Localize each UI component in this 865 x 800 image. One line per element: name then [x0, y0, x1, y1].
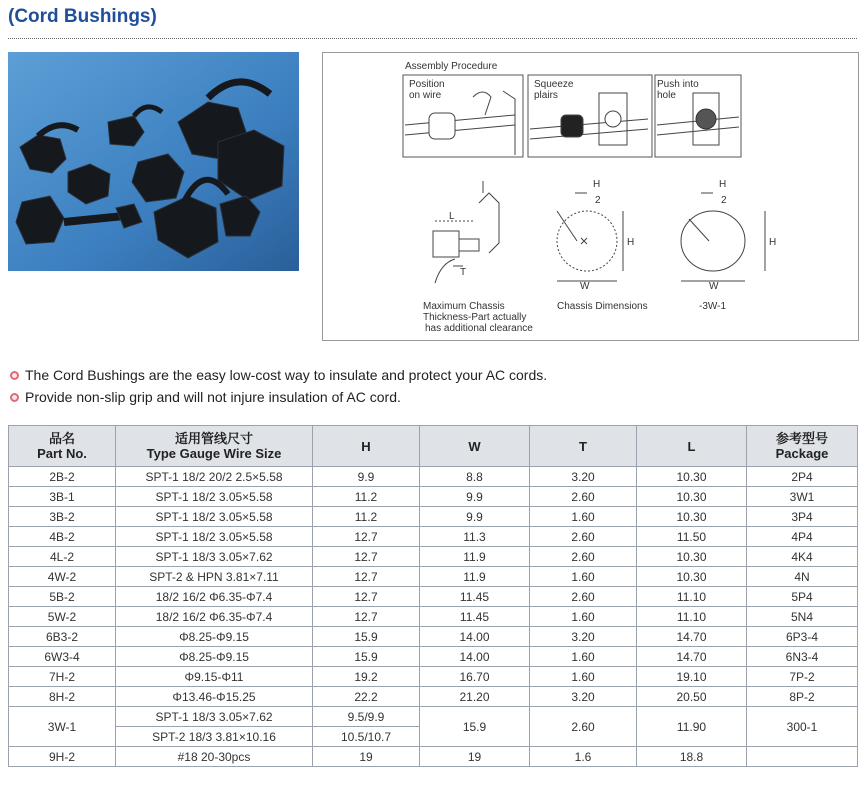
- cell-package: 6P3-4: [747, 627, 858, 647]
- cell-t: 2.60: [530, 707, 637, 747]
- cell-package: 5N4: [747, 607, 858, 627]
- oval-label-h-den: 2: [721, 195, 727, 206]
- cell-h: 19: [313, 747, 420, 767]
- cell-part-no: 3B-1: [9, 487, 116, 507]
- table-row: [9, 667, 858, 687]
- step-3-label: Push into: [657, 79, 699, 90]
- cell-w: 16.70: [420, 667, 530, 687]
- oval-3w1-view: [681, 193, 765, 281]
- cell-wire-size: SPT-1 18/2 3.05×5.58: [116, 527, 313, 547]
- cell-t: 1.60: [530, 647, 637, 667]
- cell-wire-size: SPT-1 18/3 3.05×7.62: [116, 707, 313, 727]
- cell-t: 3.20: [530, 467, 637, 487]
- table-row: [9, 507, 858, 527]
- cell-h: 9.5/9.9: [313, 707, 420, 727]
- cell-t: 3.20: [530, 687, 637, 707]
- dim-label-l: L: [449, 211, 455, 222]
- cell-part-no: 2B-2: [9, 467, 116, 487]
- cell-w: 11.9: [420, 547, 530, 567]
- table-row: [9, 707, 858, 727]
- header-l: L: [637, 426, 747, 467]
- caption-mid: Chassis Dimensions: [557, 301, 648, 312]
- cell-part-no: 9H-2: [9, 747, 116, 767]
- cell-l: 11.10: [637, 587, 747, 607]
- caption-left-3: has additional clearance: [425, 323, 533, 334]
- cell-t: 1.6: [530, 747, 637, 767]
- cell-h: 12.7: [313, 607, 420, 627]
- dim-label-w: W: [580, 281, 590, 292]
- cell-w: 11.3: [420, 527, 530, 547]
- oval-label-h: H: [769, 237, 777, 248]
- cell-l: 10.30: [637, 547, 747, 567]
- cell-l: 19.10: [637, 667, 747, 687]
- cell-wire-size: SPT-2 18/3 3.81×10.16: [116, 727, 313, 747]
- cell-wire-size: #18 20-30pcs: [116, 747, 313, 767]
- cell-t: 2.60: [530, 527, 637, 547]
- dim-label-h-num: H: [593, 179, 601, 190]
- feature-text: The Cord Bushings are the easy low-cost way to insulate and protect your AC cords.: [25, 367, 548, 383]
- cell-part-no: 4W-2: [9, 567, 116, 587]
- page-title: (Cord Bushings): [8, 6, 157, 27]
- cell-wire-size: SPT-1 18/2 20/2 2.5×5.58: [116, 467, 313, 487]
- cell-wire-size: SPT-1 18/2 3.05×5.58: [116, 507, 313, 527]
- cell-t: 1.60: [530, 567, 637, 587]
- step-3-label-2: hole: [657, 90, 676, 101]
- cell-wire-size: Φ8.25-Φ9.15: [116, 627, 313, 647]
- table-row: [9, 487, 858, 507]
- header-part-no: 品名 Part No.: [9, 426, 116, 467]
- cell-l: 18.8: [637, 747, 747, 767]
- cell-wire-size: 18/2 16/2 Φ6.35-Φ7.4: [116, 607, 313, 627]
- cell-h: 12.7: [313, 587, 420, 607]
- table-row: [9, 687, 858, 707]
- table-row: [9, 467, 858, 487]
- cell-w: 8.8: [420, 467, 530, 487]
- oval-label-w: W: [709, 281, 719, 292]
- cell-package: 8P-2: [747, 687, 858, 707]
- cell-part-no: 6W3-4: [9, 647, 116, 667]
- chassis-dimension-view: [557, 193, 623, 281]
- cell-t: 2.60: [530, 487, 637, 507]
- cell-w: 9.9: [420, 507, 530, 527]
- cell-w: 11.45: [420, 587, 530, 607]
- header-wire-size: 适用管线尺寸 Type Gauge Wire Size: [116, 426, 313, 467]
- cell-t: 1.60: [530, 607, 637, 627]
- bullet-icon: [10, 393, 19, 402]
- title-divider: [8, 38, 857, 39]
- cell-t: 2.60: [530, 587, 637, 607]
- cell-part-no: 7H-2: [9, 667, 116, 687]
- cell-package: 4N: [747, 567, 858, 587]
- cell-h: 12.7: [313, 527, 420, 547]
- cell-h: 10.5/10.7: [313, 727, 420, 747]
- bullet-icon: [10, 371, 19, 380]
- cell-t: 1.60: [530, 667, 637, 687]
- cell-package: [747, 747, 858, 767]
- cell-package: 4K4: [747, 547, 858, 567]
- table-row: [9, 647, 858, 667]
- cell-h: 15.9: [313, 647, 420, 667]
- cell-h: 19.2: [313, 667, 420, 687]
- cell-package: 6N3-4: [747, 647, 858, 667]
- cell-h: 15.9: [313, 627, 420, 647]
- feature-item: [10, 386, 547, 408]
- cell-wire-size: Φ8.25-Φ9.15: [116, 647, 313, 667]
- cell-package: 3P4: [747, 507, 858, 527]
- header-t: T: [530, 426, 637, 467]
- cell-w: 9.9: [420, 487, 530, 507]
- cell-t: 2.60: [530, 547, 637, 567]
- cell-part-no: 6B3-2: [9, 627, 116, 647]
- cell-package: 4P4: [747, 527, 858, 547]
- cell-w: 21.20: [420, 687, 530, 707]
- header-package: 参考型号 Package: [747, 426, 858, 467]
- cell-w: 19: [420, 747, 530, 767]
- header-w: W: [420, 426, 530, 467]
- cell-part-no: 4L-2: [9, 547, 116, 567]
- caption-left-1: Maximum Chassis: [423, 301, 505, 312]
- cell-l: 14.70: [637, 627, 747, 647]
- spec-table: [8, 425, 858, 767]
- table-row: [9, 607, 858, 627]
- assembly-title: Assembly Procedure: [405, 61, 498, 72]
- cell-package: 3W1: [747, 487, 858, 507]
- step-1-label-2: on wire: [409, 90, 442, 101]
- caption-right: -3W-1: [699, 301, 727, 312]
- cell-package: 2P4: [747, 467, 858, 487]
- cell-wire-size: Φ13.46-Φ15.25: [116, 687, 313, 707]
- cell-w: 11.9: [420, 567, 530, 587]
- cell-l: 11.90: [637, 707, 747, 747]
- cell-w: 15.9: [420, 707, 530, 747]
- dim-label-h-den: 2: [595, 195, 601, 206]
- table-row: [9, 587, 858, 607]
- oval-label-h-num: H: [719, 179, 727, 190]
- step-1-label: Position: [409, 79, 445, 90]
- header-h: H: [313, 426, 420, 467]
- table-row: [9, 567, 858, 587]
- step-2-label: Squeeze: [534, 79, 574, 90]
- table-row: [9, 547, 858, 567]
- cell-w: 14.00: [420, 627, 530, 647]
- cell-l: 11.50: [637, 527, 747, 547]
- cell-wire-size: SPT-1 18/3 3.05×7.62: [116, 547, 313, 567]
- cell-wire-size: SPT-1 18/2 3.05×5.58: [116, 487, 313, 507]
- cell-w: 11.45: [420, 607, 530, 627]
- step-2-panel: [528, 75, 652, 157]
- cell-l: 11.10: [637, 607, 747, 627]
- cell-part-no: 5W-2: [9, 607, 116, 627]
- feature-item: [10, 364, 547, 386]
- cell-package: 7P-2: [747, 667, 858, 687]
- cell-part-no: 3B-2: [9, 507, 116, 527]
- cell-package: 300-1: [747, 707, 858, 747]
- cell-l: 10.30: [637, 467, 747, 487]
- table-row: [9, 747, 858, 767]
- cell-l: 20.50: [637, 687, 747, 707]
- cell-h: 12.7: [313, 547, 420, 567]
- feature-list: [10, 364, 547, 408]
- cell-part-no: 4B-2: [9, 527, 116, 547]
- cell-h: 12.7: [313, 567, 420, 587]
- step-3-panel: [655, 75, 741, 157]
- cell-wire-size: SPT-2 & HPN 3.81×7.11: [116, 567, 313, 587]
- cell-h: 11.2: [313, 507, 420, 527]
- cell-wire-size: Φ9.15-Φ11: [116, 667, 313, 687]
- table-row: [9, 527, 858, 547]
- product-photo: [8, 52, 299, 271]
- cell-h: 11.2: [313, 487, 420, 507]
- cell-l: 10.30: [637, 487, 747, 507]
- cell-t: 1.60: [530, 507, 637, 527]
- cell-l: 10.30: [637, 507, 747, 527]
- caption-left-2: Thickness-Part actually: [423, 312, 527, 323]
- step-2-label-2: plairs: [534, 90, 558, 101]
- cell-package: 5P4: [747, 587, 858, 607]
- cell-l: 10.30: [637, 567, 747, 587]
- cell-l: 14.70: [637, 647, 747, 667]
- cell-h: 22.2: [313, 687, 420, 707]
- cell-part-no: 8H-2: [9, 687, 116, 707]
- cell-part-no: 5B-2: [9, 587, 116, 607]
- cell-t: 3.20: [530, 627, 637, 647]
- assembly-diagram: [322, 52, 859, 341]
- cell-w: 14.00: [420, 647, 530, 667]
- dim-label-t: T: [460, 267, 467, 278]
- table-header-row: [9, 426, 858, 467]
- table-row: [9, 627, 858, 647]
- feature-text: Provide non-slip grip and will not injure insulation of AC cord.: [25, 389, 401, 405]
- cell-h: 9.9: [313, 467, 420, 487]
- step-1-panel: [403, 75, 523, 157]
- cell-part-no: 3W-1: [9, 707, 116, 747]
- dim-label-h: H: [627, 237, 635, 248]
- cell-wire-size: 18/2 16/2 Φ6.35-Φ7.4: [116, 587, 313, 607]
